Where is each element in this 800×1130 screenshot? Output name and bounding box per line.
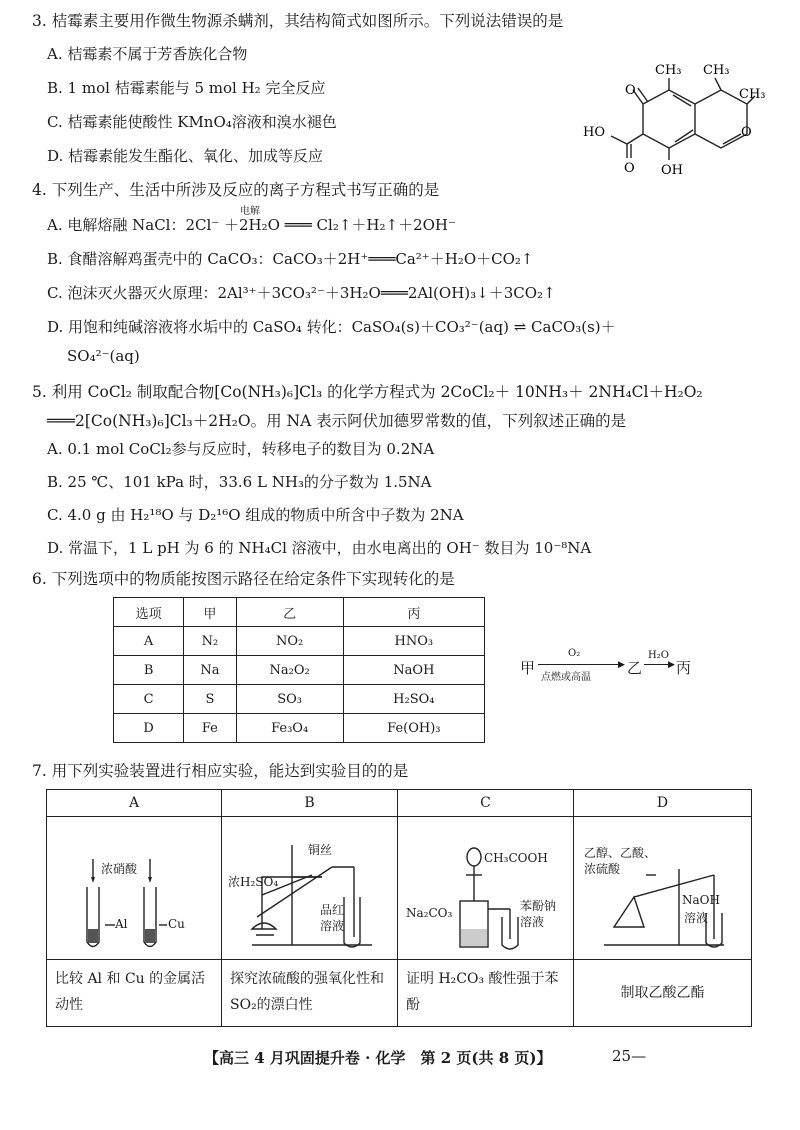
q3-option-c: C. 桔霉素能使酸性 KMnO₄溶液和溴水褪色 <box>47 113 337 131</box>
q6-row-d <box>114 714 485 743</box>
q6-header-bing: 丙 <box>343 598 484 627</box>
q7-header-d: D <box>574 790 752 817</box>
label-solution-d: 溶液 <box>684 911 709 925</box>
citrinin-structure <box>575 62 775 182</box>
q6-header-option: 选项 <box>114 598 184 627</box>
q6-path-reagent1: O₂ <box>568 648 581 659</box>
methyl-label-2: CH₃ <box>703 63 730 78</box>
q6-cell: N₂ <box>184 627 236 656</box>
q5-option-a: A. 0.1 mol CoCl₂参与反应时，转移电子的数目为 0.2NA <box>47 440 435 458</box>
q7-apparatus-d <box>574 817 752 960</box>
q7-caption-b: 探究浓硫酸的强氧化性和 SO₂的漂白性 <box>222 960 398 1027</box>
hydroxyl-label: OH <box>661 163 683 178</box>
q6-cell: HNO₃ <box>343 627 484 656</box>
q6-path-condition1: 点燃或高温 <box>541 672 591 683</box>
q7-caption-d: 制取乙酸乙酯 <box>574 960 752 1027</box>
q7-apparatus-b <box>222 817 398 960</box>
q6-cell: Fe₃O₄ <box>236 714 343 743</box>
q6-title: 6. 下列选项中的物质能按图示路径在给定条件下实现转化的是 <box>32 570 455 588</box>
q5-title-line1: 5. 利用 CoCl₂ 制取配合物[Co(NH₃)₆]Cl₃ 的化学方程式为 2CoCl₂＋ 10NH₃＋ 2NH₄Cl＋H₂O₂ <box>32 383 703 401</box>
methyl-label-3: CH₃ <box>739 87 766 102</box>
label-acetic-acid: CH₃COOH <box>484 851 548 865</box>
label-copper-wire: 铜丝 <box>308 843 333 857</box>
q6-cell: SO₃ <box>236 685 343 714</box>
q4-title: 4. 下列生产、生活中所涉及反应的离子方程式书写正确的是 <box>32 181 440 199</box>
q7-table <box>46 789 752 1027</box>
q5-title-line2: ═══2[Co(NH₃)₆]Cl₃＋2H₂O。用 NA 表示阿伏加德罗常数的值，下列叙述正确的是 <box>47 412 627 430</box>
q6-cell: NO₂ <box>236 627 343 656</box>
q4-option-d: D. 用饱和纯碱溶液将水垢中的 CaSO₄ 转化：CaSO₄(s)＋CO₃²⁻(aq) ⇌ CaCO₃(s)＋ <box>47 318 616 336</box>
q7-apparatus-a <box>47 817 222 960</box>
carboxyl-ho-label: HO <box>583 125 605 140</box>
acid-strength-diagram <box>398 817 574 959</box>
q6-cell: H₂SO₄ <box>343 685 484 714</box>
methyl-label-1: CH₃ <box>655 63 682 78</box>
q4-option-b: B. 食醋溶解鸡蛋壳中的 CaCO₃：CaCO₃＋2H⁺═══Ca²⁺＋H₂O＋CO₂↑ <box>47 250 534 268</box>
q3-option-b: B. 1 mol 桔霉素能与 5 mol H₂ 完全反应 <box>47 79 326 97</box>
q5-option-c: C. 4.0 g 由 H₂¹⁸O 与 D₂¹⁶O 组成的物质中所含中子数为 2NA <box>47 506 464 524</box>
q6-cell: C <box>114 685 184 714</box>
q6-path-end: 丙 <box>676 659 692 677</box>
q3-option-a: A. 桔霉素不属于芳香族化合物 <box>47 45 248 63</box>
ring-o-label: O <box>741 125 752 140</box>
q6-cell: S <box>184 685 236 714</box>
q6-path-arrowhead2: ▶ <box>668 660 675 670</box>
q7-header-c: C <box>398 790 574 817</box>
label-al: Al <box>115 917 128 931</box>
q6-cell: D <box>114 714 184 743</box>
carboxyl-o-label: O <box>624 161 635 176</box>
q6-path-start: 甲 <box>520 659 536 677</box>
q6-row-c <box>114 685 485 714</box>
q6-cell: A <box>114 627 184 656</box>
q7-header-row <box>47 790 752 817</box>
q6-header-yi: 乙 <box>236 598 343 627</box>
ester-prep-diagram <box>574 817 752 959</box>
q6-path-arrowhead1: ▶ <box>618 660 625 670</box>
q6-cell: Na <box>184 656 236 685</box>
label-conc-sulfuric-d: 浓硫酸 <box>584 862 621 876</box>
q6-header-row <box>114 598 485 627</box>
q6-table <box>113 597 485 743</box>
label-conc-nitric-acid: 浓硝酸 <box>101 862 138 876</box>
q7-caption-row <box>47 960 752 1027</box>
label-ethanol-acetic: 乙醇、乙酸、 <box>584 846 657 860</box>
q6-row-b <box>114 656 485 685</box>
label-cu: Cu <box>168 917 185 931</box>
q3-title: 3. 桔霉素主要用作微生物源杀螨剂，其结构简式如图所示。下列说法错误的是 <box>32 12 564 30</box>
q7-header-b: B <box>222 790 398 817</box>
q6-header-jia: 甲 <box>184 598 236 627</box>
page-code: 25— <box>612 1047 647 1065</box>
q6-path-reagent2: H₂O <box>648 650 669 661</box>
label-conc-sulfuric: 浓H₂SO₄ <box>228 875 279 889</box>
q6-cell: Fe <box>184 714 236 743</box>
q6-cell: NaOH <box>343 656 484 685</box>
page-footer: 【高三 4 月巩固提升卷 · 化学 第 2 页(共 8 页)】 <box>204 1049 552 1067</box>
q6-cell: Na₂O₂ <box>236 656 343 685</box>
q3-option-d: D. 桔霉素能发生酯化、氧化、加成等反应 <box>47 147 324 165</box>
q4-option-a: A. 电解熔融 NaCl：2Cl⁻ ＋2H₂O ═══ Cl₂↑＋H₂↑＋2OH⁻ <box>47 216 456 234</box>
q7-caption-a: 比较 Al 和 Cu 的金属活动性 <box>47 960 222 1027</box>
q6-path-arrow1 <box>538 664 624 665</box>
q7-apparatus-c <box>398 817 574 960</box>
q4-electrolysis-label: 电解 <box>240 206 260 217</box>
q4-option-d-cont: SO₄²⁻(aq) <box>67 347 140 365</box>
q5-option-d: D. 常温下，1 L pH 为 6 的 NH₄Cl 溶液中，由水电离出的 OH⁻ 数目为 10⁻⁸NA <box>47 539 592 557</box>
q4-option-c: C. 泡沫灭火器灭火原理：2Al³⁺＋3CO₃²⁻＋3H₂O═══2Al(OH)₃↓＋3CO₂↑ <box>47 284 556 302</box>
q6-path-mid: 乙 <box>627 659 643 677</box>
q7-header-a: A <box>47 790 222 817</box>
label-sodium-phenoxide: 苯酚钠 <box>520 899 557 913</box>
q6-row-a <box>114 627 485 656</box>
label-solution-b: 溶液 <box>320 919 345 933</box>
q7-apparatus-row <box>47 817 752 960</box>
q6-cell: Fe(OH)₃ <box>343 714 484 743</box>
label-magenta: 品红 <box>320 903 345 917</box>
label-sodium-carbonate: Na₂CO₃ <box>406 906 453 920</box>
q7-title: 7. 用下列实验装置进行相应实验，能达到实验目的的是 <box>32 762 409 780</box>
keto-o-label: O <box>625 83 636 98</box>
q7-caption-c: 证明 H₂CO₃ 酸性强于苯酚 <box>398 960 574 1027</box>
q6-cell: B <box>114 656 184 685</box>
label-solution-c: 溶液 <box>520 915 545 929</box>
q5-option-b: B. 25 ℃、101 kPa 时，33.6 L NH₃的分子数为 1.5NA <box>47 473 432 491</box>
test-tubes-diagram <box>47 817 222 959</box>
label-naoh: NaOH <box>682 893 720 907</box>
